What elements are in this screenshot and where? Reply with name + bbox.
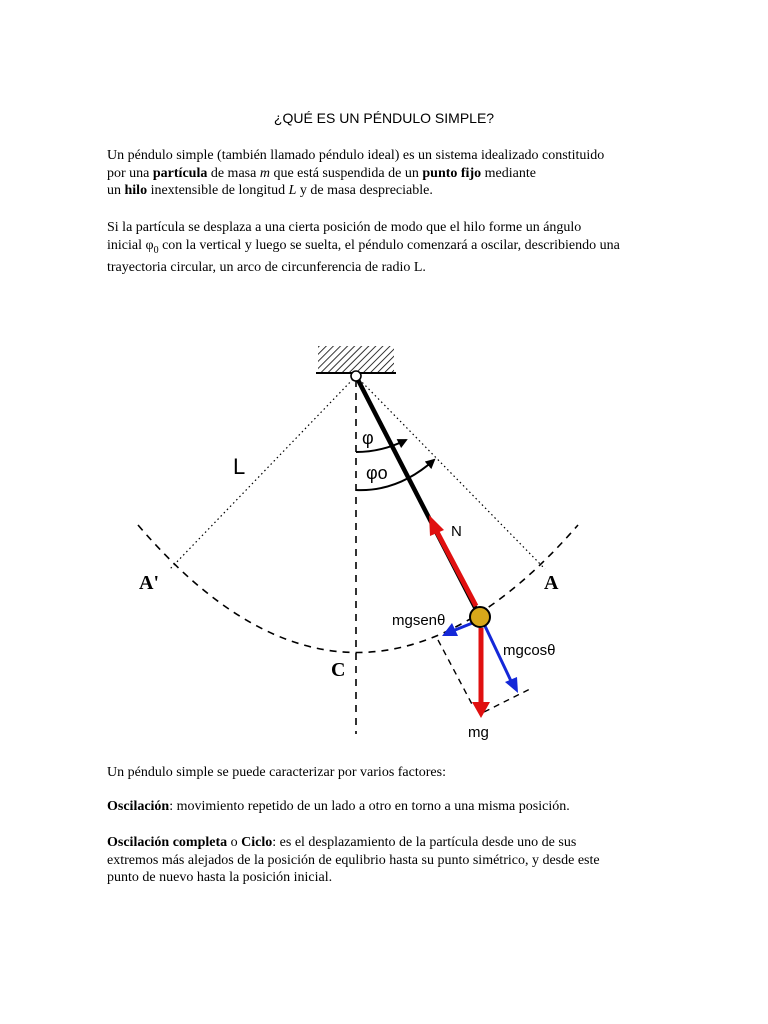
label-A: A bbox=[544, 572, 559, 594]
label-phi: φ bbox=[362, 428, 374, 448]
tension-vector-head bbox=[429, 515, 444, 536]
p2-line-1: Si la partícula se desplaza a una cierta posición de modo que el hilo forme un ángulo bbox=[107, 220, 582, 235]
component-guide-right bbox=[484, 688, 532, 712]
p2-line-3: trayectoria circular, un arco de circunferencia de radio L. bbox=[107, 259, 426, 275]
component-guide-left bbox=[438, 640, 474, 708]
trajectory-arc bbox=[138, 525, 578, 653]
symbol-phi0: $\varphi_0$ bbox=[145, 237, 159, 256]
term-oscilacion: Oscilación bbox=[107, 799, 170, 814]
tension-vector-line bbox=[436, 530, 476, 606]
pivot-point bbox=[351, 371, 361, 381]
pendulum-bob bbox=[470, 607, 490, 627]
paragraph-factors: Un péndulo simple se puede caracterizar por varios factores: bbox=[107, 765, 446, 780]
label-L: L bbox=[233, 454, 246, 479]
p1-line-3: un hilo inextensible de longitud L y de masa despreciable. bbox=[107, 183, 433, 198]
term-hilo: hilo bbox=[124, 183, 148, 198]
label-A-prime: A' bbox=[139, 572, 159, 594]
p5-line-2: extremos más alejados de la posición de equlibrio hasta su punto simétrico, y desde este bbox=[107, 852, 600, 868]
paragraph-ciclo bbox=[107, 834, 667, 887]
label-N: N bbox=[451, 523, 462, 540]
p5-line-3: punto de nuevo hasta la posición inicial. bbox=[107, 870, 333, 885]
label-phi0: φo bbox=[366, 463, 388, 483]
label-mgcos: mgcosθ bbox=[503, 642, 556, 659]
paragraph-oscilacion: Oscilación: movimiento repetido de un lado a otro en torno a una misma posición. bbox=[107, 799, 570, 814]
label-mg: mg bbox=[468, 724, 489, 741]
page-title: ¿QUÉ ES UN PÉNDULO SIMPLE? bbox=[273, 110, 495, 126]
mgcos-vector-head bbox=[505, 677, 518, 693]
string-to-A-prime bbox=[170, 376, 356, 569]
p1-line-1: Un péndulo simple (también llamado péndulo ideal) es un sistema idealizado constituido bbox=[107, 148, 605, 163]
p1-line-2: por una partícula de masa m que está suspendida de un punto fijo mediante bbox=[107, 165, 536, 181]
symbol-m: m bbox=[259, 165, 270, 181]
term-oscilacion-completa: Oscilación completa bbox=[107, 835, 228, 850]
term-particula: partícula bbox=[152, 165, 208, 181]
p5-line-1: Oscilación completa o Ciclo: es el desplazamiento de la partícula desde uno de sus bbox=[107, 835, 577, 850]
label-C: C bbox=[331, 659, 346, 681]
p2-line-2: inicial $\varphi_0$ con la vertical y luego se suelta, el péndulo comenzará a oscilar, describiendo una bbox=[107, 237, 620, 256]
ceiling-hatch bbox=[318, 346, 394, 373]
symbol-L: L bbox=[288, 183, 297, 198]
label-mgsen: mgsenθ bbox=[392, 612, 446, 629]
term-punto-fijo: punto fijo bbox=[422, 165, 482, 181]
term-ciclo: Ciclo bbox=[241, 835, 273, 850]
